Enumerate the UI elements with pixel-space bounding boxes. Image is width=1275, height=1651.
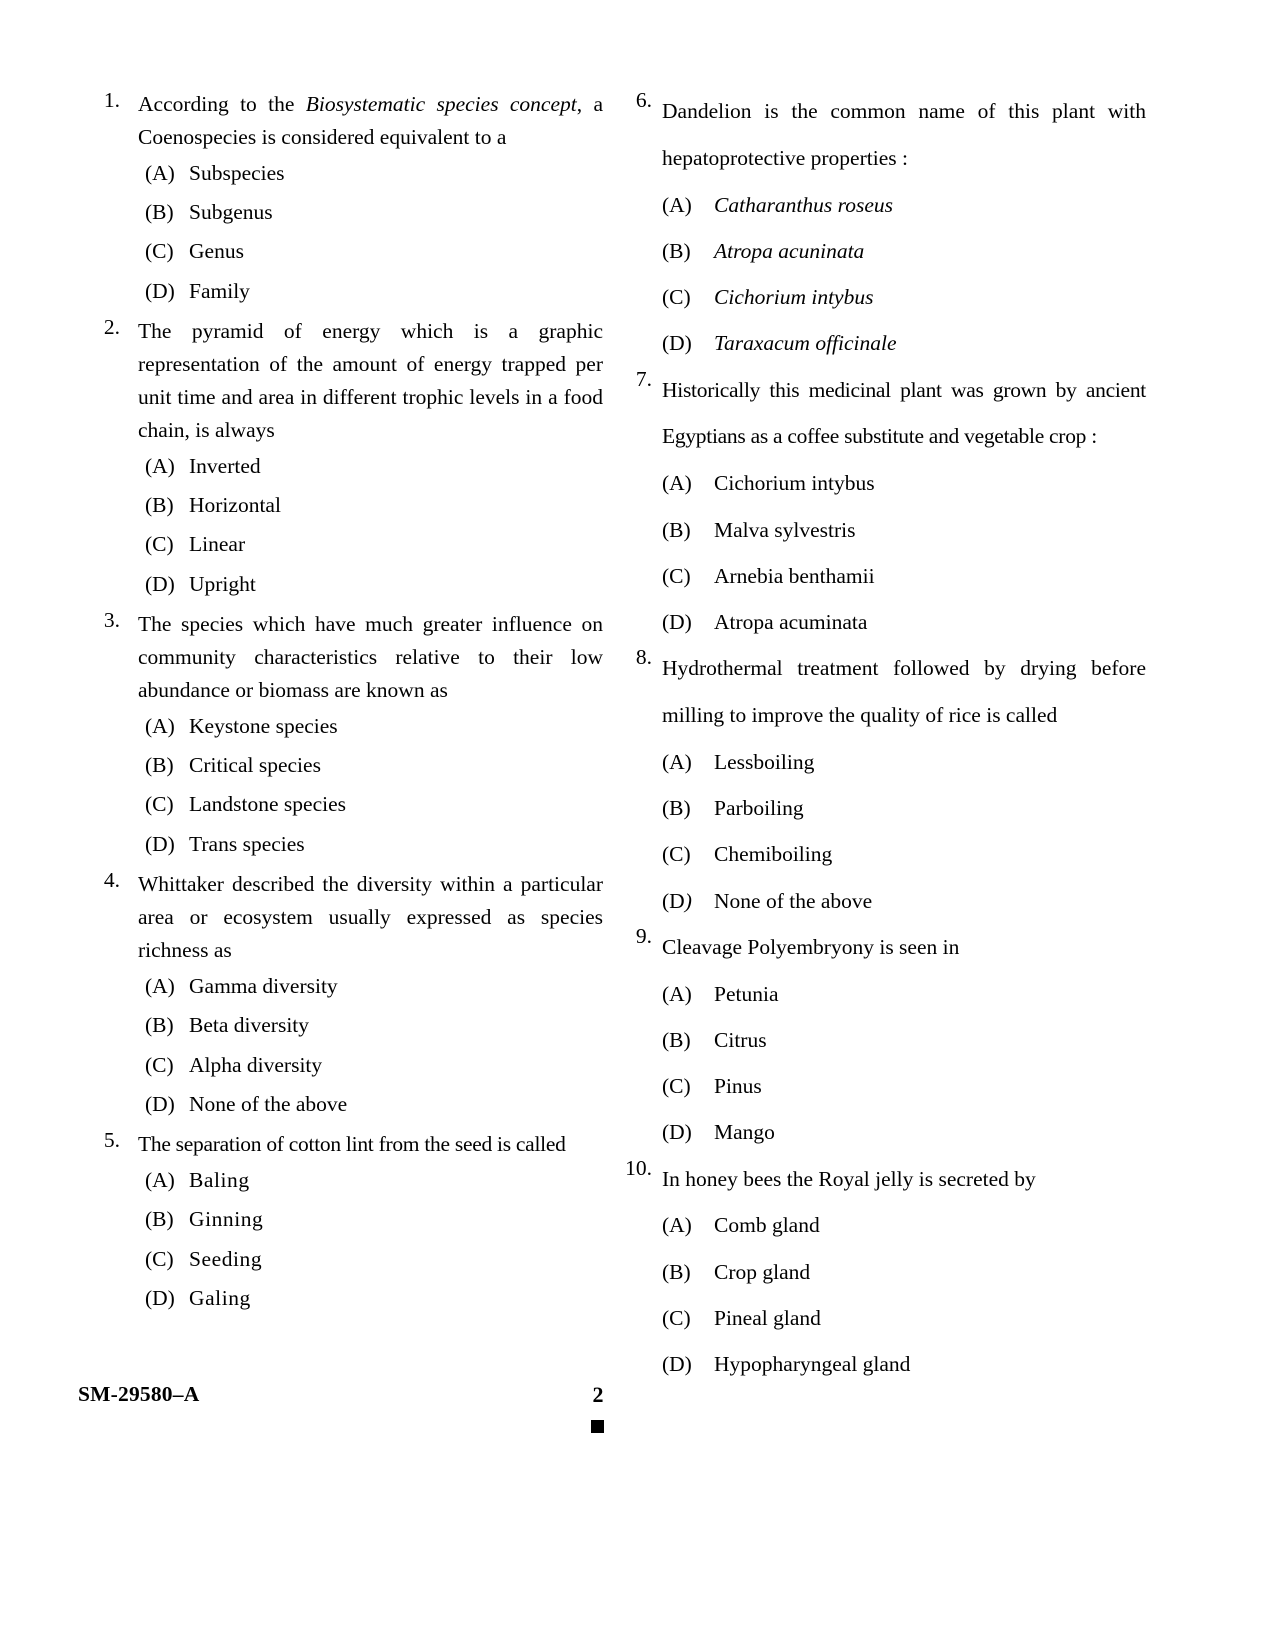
option-list (662, 971, 1146, 1156)
option-label: (C) (662, 563, 691, 588)
question-stem: Dandelion is the common name of this plant with hepatoprotective properties : (662, 99, 1146, 170)
option-text: Landstone species (189, 792, 347, 817)
option-label: (A) (145, 160, 175, 185)
option-text: Cichorium intybus (714, 471, 875, 496)
option-a[interactable] (145, 967, 603, 1006)
option-b[interactable] (145, 486, 603, 525)
question-number: 1. (103, 88, 120, 112)
question-3 (78, 608, 603, 864)
option-text: Comb gland (714, 1213, 820, 1238)
question-stem: Historically this medicinal plant was grown by ancient Egyptians as a coffee substitute and vegetable crop : (662, 377, 1146, 449)
option-list (145, 967, 603, 1124)
question-number: 8. (635, 645, 652, 670)
option-label: (A) (145, 713, 175, 738)
option-b[interactable] (145, 1200, 603, 1239)
option-text: Pineal gland (714, 1305, 821, 1330)
question-stem: Whittaker described the diversity within a particular area or ecosystem usually expressed as species richness as (138, 872, 603, 962)
option-c[interactable] (145, 1240, 603, 1279)
option-text: Petunia (714, 981, 779, 1006)
option-label: (C) (662, 1074, 691, 1099)
option-list (662, 182, 1146, 367)
paper-code: SM-29580–A (78, 1382, 200, 1406)
question-10 (606, 1156, 1146, 1388)
option-label: (C) (145, 1052, 174, 1077)
option-text: Baling (189, 1168, 250, 1193)
option-d[interactable] (662, 1341, 1146, 1387)
option-label: (D) (145, 1091, 175, 1116)
option-c[interactable] (145, 785, 603, 824)
question-column-right (606, 88, 1146, 1387)
option-a[interactable] (145, 154, 603, 193)
option-text: Atropa acuminata (714, 609, 868, 634)
question-9 (606, 924, 1146, 1156)
option-label: (B) (662, 1259, 691, 1284)
option-text: Hypopharyngeal gland (714, 1352, 911, 1377)
option-a[interactable] (662, 460, 1146, 506)
option-c[interactable] (145, 232, 603, 271)
question-7 (606, 367, 1146, 646)
option-text: Galing (189, 1286, 251, 1311)
option-label: (D) (145, 831, 175, 856)
question-stem: Hydrothermal treatment followed by drying before milling to improve the quality of rice is called (662, 656, 1146, 728)
option-d[interactable] (662, 878, 1146, 924)
option-label: (C) (145, 239, 174, 264)
option-a[interactable] (145, 707, 603, 746)
option-d[interactable] (662, 599, 1146, 645)
option-b[interactable] (145, 1006, 603, 1045)
question-stem (138, 88, 603, 154)
option-list (145, 154, 603, 311)
option-text: Inverted (189, 453, 261, 478)
option-text: Citrus (714, 1027, 767, 1052)
option-text: Subgenus (189, 200, 273, 225)
option-label: (B) (145, 1207, 174, 1232)
option-text: Linear (189, 532, 246, 557)
option-label: (A) (662, 981, 692, 1006)
question-4 (78, 868, 603, 1124)
option-label: (A) (145, 453, 175, 478)
option-d[interactable] (145, 565, 603, 604)
option-b[interactable] (662, 228, 1146, 274)
stem-part: , a Coenospecies is considered equivalent to a (138, 92, 603, 149)
question-number: 2. (103, 315, 120, 340)
option-text: Critical species (189, 753, 321, 778)
option-label: (B) (145, 200, 174, 225)
option-d[interactable] (662, 320, 1146, 366)
option-a[interactable] (662, 1202, 1146, 1248)
option-label: (B) (662, 1027, 691, 1052)
question-5 (78, 1128, 603, 1318)
option-text: Genus (189, 239, 244, 264)
page-number: 2 (592, 1382, 604, 1407)
option-text: Trans species (189, 831, 305, 856)
option-b[interactable] (662, 1017, 1146, 1063)
option-text: Taraxacum officinale (714, 331, 897, 356)
option-text: Gamma diversity (189, 973, 338, 998)
option-label: (C) (145, 532, 174, 557)
option-b[interactable] (662, 1249, 1146, 1295)
option-c[interactable] (662, 274, 1146, 320)
option-text: Lessboiling (714, 749, 815, 774)
option-text: Seeding (189, 1246, 263, 1271)
option-label: (D) (662, 609, 692, 634)
option-b[interactable] (662, 507, 1146, 553)
option-d[interactable] (145, 1279, 603, 1318)
question-number: 3. (103, 608, 120, 633)
option-c[interactable] (662, 831, 1146, 877)
option-text: Horizontal (189, 493, 281, 518)
option-text: Catharanthus roseus (714, 192, 893, 217)
option-label: (D) (662, 1120, 692, 1145)
option-a[interactable] (145, 1161, 603, 1200)
option-label (662, 878, 714, 924)
option-text: Crop gland (714, 1259, 811, 1284)
option-a[interactable] (145, 447, 603, 486)
option-label: (A) (662, 749, 692, 774)
option-text: Family (189, 278, 250, 303)
option-text: None of the above (189, 1091, 348, 1116)
option-label: (B) (662, 517, 691, 542)
question-number: 4. (103, 868, 120, 893)
option-a[interactable] (662, 971, 1146, 1017)
option-c[interactable] (662, 1063, 1146, 1109)
option-label: (B) (662, 238, 691, 263)
option-text: Beta diversity (189, 1013, 310, 1038)
question-2 (78, 315, 603, 604)
option-text: Cichorium intybus (714, 285, 874, 310)
option-c[interactable] (145, 525, 603, 564)
question-number: 5. (103, 1128, 120, 1153)
option-text: Chemiboiling (714, 842, 833, 867)
option-label: (D) (662, 1352, 692, 1377)
option-text: Atropa acuninata (714, 238, 865, 263)
question-stem: In honey bees the Royal jelly is secreted by (662, 1166, 1036, 1191)
option-label: (C) (145, 792, 174, 817)
option-list (145, 1161, 603, 1318)
question-6 (606, 88, 1146, 367)
option-text: Keystone species (189, 713, 338, 738)
option-label: (A) (662, 192, 692, 217)
question-number: 6. (635, 88, 652, 112)
option-a[interactable] (662, 739, 1146, 785)
question-8 (606, 645, 1146, 924)
option-label: (B) (145, 493, 174, 518)
option-text: None of the above (714, 888, 873, 913)
question-1 (78, 88, 603, 311)
option-label: (A) (145, 1168, 175, 1193)
option-b[interactable] (662, 785, 1146, 831)
option-a[interactable] (662, 182, 1146, 228)
option-text: Mango (714, 1120, 775, 1145)
option-b[interactable] (145, 193, 603, 232)
option-label: (B) (145, 1013, 174, 1038)
option-text: Parboiling (714, 796, 804, 821)
question-stem: The pyramid of energy which is a graphic representation of the amount of energy trapped per unit time and area in different trophic levels in a food chain, is always (138, 319, 603, 442)
option-label: (D) (662, 331, 692, 356)
option-label: (A) (662, 471, 692, 496)
option-text: Alpha diversity (189, 1052, 323, 1077)
end-marker-square-icon (591, 1420, 604, 1433)
option-label: (A) (145, 973, 175, 998)
question-stem: The separation of cotton lint from the seed is called (138, 1132, 566, 1157)
option-label: (C) (145, 1246, 174, 1271)
stem-part-italic: Biosystematic species concept (305, 92, 577, 116)
option-label: (B) (145, 753, 174, 778)
option-c[interactable] (662, 553, 1146, 599)
question-stem: Cleavage Polyembryony is seen in (662, 934, 960, 959)
option-list (145, 707, 603, 864)
option-d[interactable] (662, 1109, 1146, 1155)
question-number: 9. (635, 923, 652, 948)
question-column-left (78, 88, 603, 1318)
option-label: (D) (145, 278, 175, 303)
option-c[interactable] (145, 1046, 603, 1085)
option-text: Arnebia benthamii (714, 563, 875, 588)
option-text: Malva sylvestris (714, 517, 856, 542)
option-label: (D) (145, 1286, 175, 1311)
option-d[interactable] (145, 825, 603, 864)
page-footer (78, 1382, 1178, 1452)
option-label: (C) (662, 285, 691, 310)
option-text: Upright (189, 571, 256, 596)
option-label-open: (D (662, 888, 685, 913)
option-list (662, 1202, 1146, 1387)
option-label: (B) (662, 796, 691, 821)
option-text: Pinus (714, 1074, 762, 1099)
option-label: (D) (145, 571, 175, 596)
option-label: (C) (662, 842, 691, 867)
question-number: 7. (635, 366, 652, 391)
stem-part: According to the (138, 92, 306, 116)
question-stem: The species which have much greater influence on community characteristics relative to their low abundance or biomass are known as (138, 612, 603, 702)
option-list (662, 739, 1146, 924)
option-list (662, 460, 1146, 645)
option-c[interactable] (662, 1295, 1146, 1341)
option-label: (C) (662, 1305, 691, 1330)
option-text: Ginning (189, 1207, 264, 1232)
option-d[interactable] (145, 272, 603, 311)
option-list (145, 447, 603, 604)
option-label-italic-paren: ) (684, 888, 692, 913)
option-text: Subspecies (189, 160, 285, 185)
option-d[interactable] (145, 1085, 603, 1124)
option-b[interactable] (145, 746, 603, 785)
option-label: (A) (662, 1213, 692, 1238)
question-number: 10. (625, 1155, 652, 1180)
